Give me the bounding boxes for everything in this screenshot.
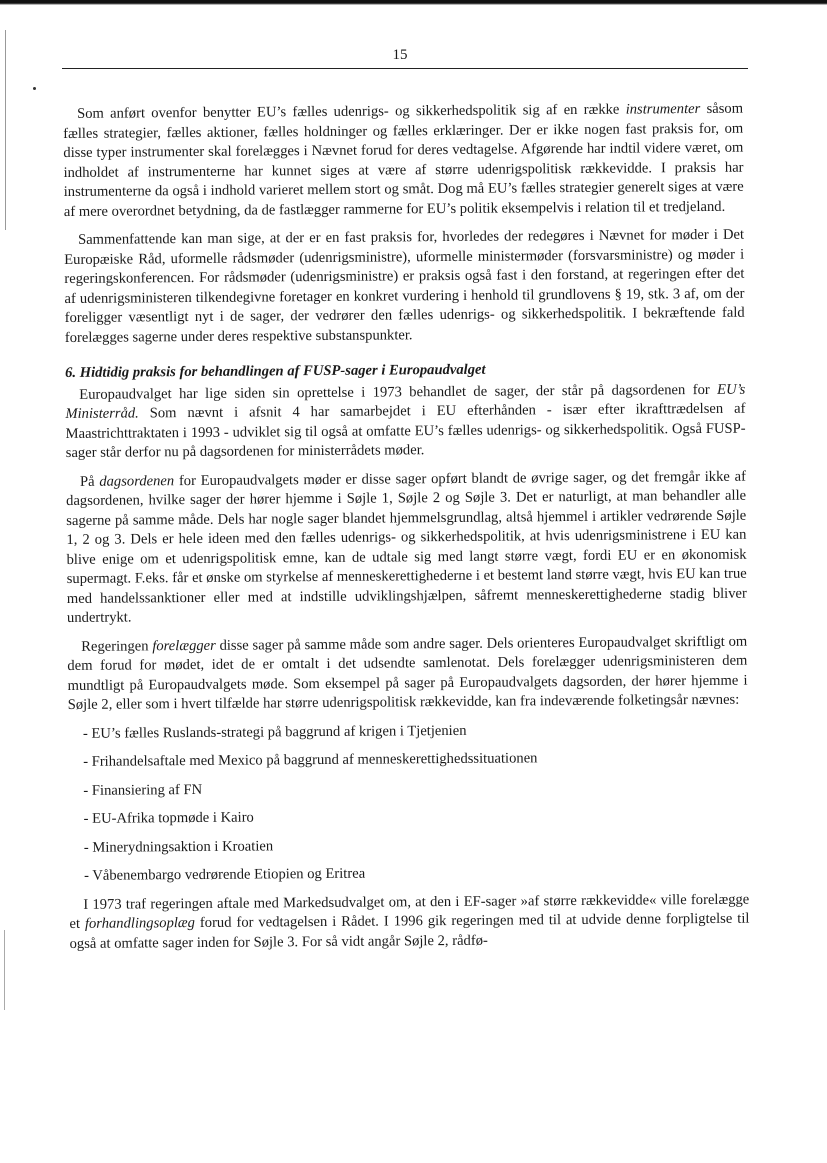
page-body xyxy=(63,100,750,963)
list-item: - Minerydningsaktion i Kroatien xyxy=(84,833,749,858)
scan-left-edge-lower xyxy=(4,930,5,1010)
examples-list xyxy=(68,719,749,886)
paragraph-dagsordenen: På dagsordenen for Europaudvalgets møder er disse sager opført blandt de øvrige sager, og det fremgår ikke af dagsordenen, hvilke sager der hører hjemme i Søjle 1, Søjle 2 og Søjle 3. Det er naturligt, at man behandler alle sagerne på samme måde. Dels har nogle sager blandet hjemmelsgrundlag, altså hjemmel i artikler vedrørende Søjle 1, 2 og 3. Dels er hele ideen med den fælles udenrigs- og sikkerhedspolitik, at hvis udenrigsministrene i EU kan blive enige om et udenrigspolitisk emne, kan de udtale sig med langt større vægt, fordi EU er en økonomisk supermagt. F.eks. får et ønske om styrkelse af menneskerettighederne i et bestemt land større vægt, hvis EU kan true med handelssanktioner eller med at indstille udviklingshjælpen, såfremt menneskerettighederne stadig bliver undertrykt. xyxy=(66,468,747,626)
paragraph-europaudvalget: Europaudvalget har lige siden sin oprettelse i 1973 behandlet de sager, der står på dagsordenen for EU’s Ministerråd. Som nævnt i afsnit 4 har samarbejdet i EU efterhånden - især efter ikrafttrædelsen af Maastrichttraktaten i 1993 - udviklet sig til også at omfatte EU’s fælles udenrigs- og sikkerhedspolitik. Også FUSP-sager står derfor nu på dagsordenen for ministerrådets møder. xyxy=(65,381,746,461)
paragraph-1973-agreement: I 1973 traf regeringen aftale med Markedsudvalget om, at den i EF-sager »af større rækkevidde« ville forelægge et forhandlingsoplæg forud for vedtagelsen i Rådet. I 1996 gik regeringen med til at udvide denne forpligtelse til også at omfatte sager inden for Søjle 3. For så vidt angår Søjle 2, rådfø- xyxy=(69,891,750,952)
page-number: 15 xyxy=(392,47,408,63)
list-item: - Finansiering af FN xyxy=(83,776,748,801)
list-item: - EU’s fælles Ruslands-strategi på baggrund af krigen i Tjetjenien xyxy=(83,719,748,744)
paragraph-regeringen: Regeringen forelægger disse sager på samme måde som andre sager. Dels orienteres Europaudvalget skriftligt om dem forud for mødet, idet de er omtalt i det udsendte samlenotat. Dels forelægger udenrigsministeren dem mundtligt på Europaudvalgets møde. Som eksempel på sager på Europaudvalgets dagsorden, der hører hjemme i Søjle 2, eller som i hvert tilfælde har større udenrigspolitisk rækkevidde, kan fra indeværende folketingsår nævnes: xyxy=(67,633,748,713)
scan-speck xyxy=(33,87,36,90)
paragraph-instruments: Som anført ovenfor benytter EU’s fælles udenrigs- og sikkerhedspolitik sig af en række instrumenter såsom fælles strategier, fælles aktioner, fælles holdninger og fælles erklæringer. Der er ikke nogen fast praksis for, om disse typer instrumenter skal forelægges i Nævnet forud for deres vedtagelse. Afgørende har indtil videre været, om indholdet af instrumenterne har kunnet siges at være af større udenrigspolitisk rækkevidde. I praksis har instrumenterne da også i indhold varieret mellem stort og småt. Dog må EU’s fælles strategier generelt siges at være af mere overordnet betydning, da de fastlægger rammerne for EU’s politik eksempelvis i relation til et tredjeland. xyxy=(63,100,744,220)
list-item: - EU-Afrika topmøde i Kairo xyxy=(84,805,749,830)
paragraph-summary: Sammenfattende kan man sige, at der er en fast praksis for, hvorledes der redegøres i Nævnet for møder i Det Europæiske Råd, uformelle rådsmøder (udenrigsministre), uformelle ministermøder (forsvarsministre) og møder i regeringskonferencen. For rådsmøder (udenrigsministre) er praksis også fast i den forstand, at regeringen efter det af udenrigsministeren tilkendegivne foretager en konkret vurdering i henhold til grundlovens § 19, stk. 3 af, om der foreligger væsentligt nyt i de sager, der vedrører den fælles udenrigs- og sikkerhedspolitik. I bekræftende fald forelægges sagerne under deres respektive substanspunkter. xyxy=(64,226,745,346)
list-item: - Våbenembargo vedrørende Etiopien og Eritrea xyxy=(84,862,749,887)
section-heading: 6. Hidtidig praksis for behandlingen af FUSP-sager i Europaudvalget xyxy=(65,361,486,381)
list-item: - Frihandelsaftale med Mexico på baggrund af menneskerettighedssituationen xyxy=(83,748,748,773)
header-rule xyxy=(62,68,748,69)
scan-top-edge xyxy=(0,0,827,5)
